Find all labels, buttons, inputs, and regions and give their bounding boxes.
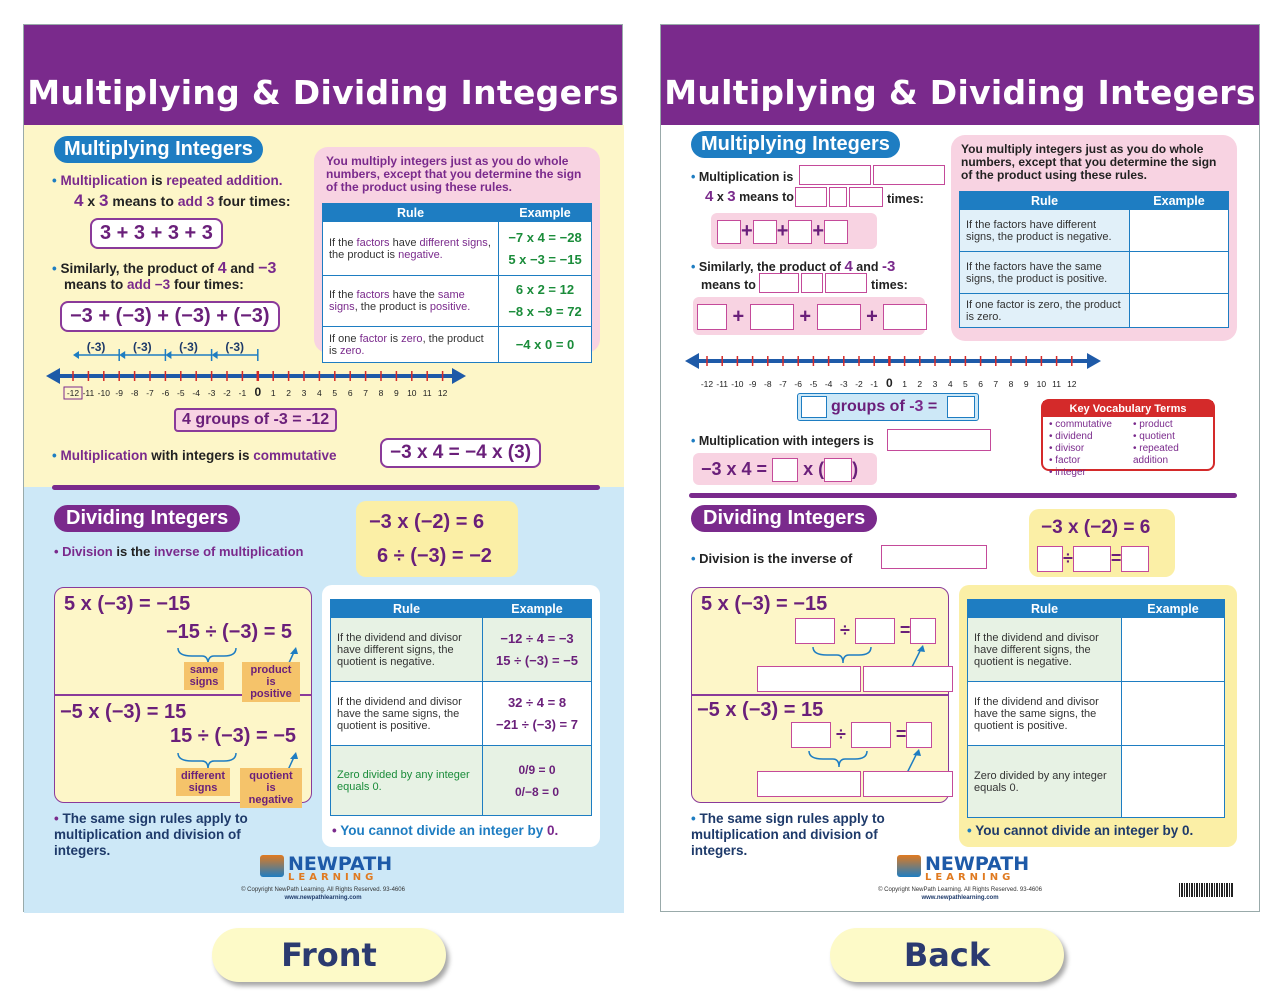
back-times-label-2: times: bbox=[871, 278, 908, 292]
commutative-equation: −3 x 4 = −4 x (3) bbox=[380, 438, 541, 468]
tick-label: 8 bbox=[378, 388, 384, 398]
tick-label: 9 bbox=[394, 388, 399, 398]
tick-label: -12 bbox=[700, 379, 714, 389]
back-example1-multiplication: 5 x (−3) = −15 bbox=[701, 593, 828, 615]
back-example-header: Example bbox=[1130, 192, 1229, 210]
blank-example1-tag2[interactable] bbox=[863, 666, 953, 692]
bullet-division-inverse: • Division is the inverse of multiplication bbox=[54, 544, 304, 559]
tick-label: -2 bbox=[855, 379, 863, 389]
back-examples-split bbox=[692, 694, 948, 696]
tick-label: 3 bbox=[301, 388, 307, 398]
means-add-neg-three: means to add −3 four times: bbox=[64, 277, 244, 292]
back-div-rule-zero: Zero divided by any integer equals 0. bbox=[968, 746, 1122, 818]
blank-means-5[interactable] bbox=[801, 273, 823, 293]
tick-label: 12 bbox=[437, 388, 448, 398]
four-times-three-line: 4 x 3 means to add 3 four times: bbox=[74, 191, 291, 210]
blank-means-3[interactable] bbox=[849, 187, 883, 207]
blank-example-3[interactable] bbox=[1130, 294, 1229, 328]
blank-div-example-3[interactable] bbox=[1122, 746, 1225, 818]
same-sign-rules-note: • The same sign rules apply to multiplication and division of integers. bbox=[54, 811, 248, 858]
vocab-term: • dividend bbox=[1049, 431, 1093, 442]
sum-of-threes: 3 + 3 + 3 + 3 bbox=[90, 218, 223, 249]
rules-intro: You multiply integers just as you do whole numbers, except that you determine the sign of the product using these rules. bbox=[326, 154, 582, 194]
blank-means-4[interactable] bbox=[759, 273, 799, 293]
tick-label: 1 bbox=[902, 379, 907, 389]
vocab-term: • integer bbox=[1049, 467, 1086, 478]
back-groups-text: groups of -3 = bbox=[831, 398, 938, 415]
blank-groups-count[interactable] bbox=[801, 396, 827, 418]
tick-label: 6 bbox=[347, 388, 353, 398]
blank-sum-2[interactable]: + + + bbox=[697, 304, 927, 330]
tick-label: 2 bbox=[286, 388, 291, 398]
tick-label: -6 bbox=[794, 379, 802, 389]
tick-label: -11 bbox=[716, 379, 729, 389]
blank-example2-tag2[interactable] bbox=[863, 771, 953, 797]
rule-different-signs: If the factors have different signs, the product is negative. bbox=[323, 222, 499, 276]
tick-label: -6 bbox=[161, 388, 170, 398]
blank-example-2[interactable] bbox=[1130, 252, 1229, 294]
jump-arrowhead bbox=[119, 351, 125, 359]
blank-means-1[interactable] bbox=[795, 187, 827, 207]
tick-label: -1 bbox=[238, 388, 247, 398]
tick-label: 5 bbox=[963, 379, 968, 389]
div-rule-zero: Zero divided by any integer equals 0. bbox=[331, 746, 483, 816]
tick-label: 8 bbox=[1008, 379, 1014, 389]
back-inverse-equation: −3 x (−2) = 6 bbox=[1041, 517, 1151, 538]
tick-label: 4 bbox=[947, 379, 953, 389]
back-rule-same: If the factors have the same signs, the product is positive. bbox=[960, 252, 1130, 294]
back-rules-table bbox=[959, 191, 1229, 328]
tick-label: -4 bbox=[192, 388, 200, 398]
tag-product-positive: product is positive bbox=[242, 662, 300, 702]
tick-label: -10 bbox=[97, 388, 110, 398]
section-divider-back bbox=[689, 493, 1237, 498]
multiplying-heading-back: Multiplying Integers bbox=[691, 131, 900, 158]
tick-label: 0 bbox=[886, 376, 893, 390]
back-bullet-commutative: • Multiplication with integers is bbox=[691, 434, 874, 448]
back-bullet-multiplication: • Multiplication is bbox=[691, 170, 794, 184]
tick-label: -4 bbox=[824, 379, 833, 389]
vocab-term: • quotient bbox=[1133, 431, 1175, 442]
back-label-button[interactable]: Back bbox=[830, 928, 1064, 982]
bullet-repeated-addition: • Multiplication is repeated addition. bbox=[52, 173, 283, 188]
copyright-text-back: © Copyright NewPath Learning. All Rights Reserved. 93-4606 bbox=[878, 887, 1042, 893]
tick-label: 4 bbox=[317, 388, 322, 398]
example1-multiplication: 5 x (−3) = −15 bbox=[64, 593, 191, 615]
div-example-different: −12 ÷ 4 = −3 15 ÷ (−3) = −5 bbox=[483, 618, 592, 682]
jump-arrowhead bbox=[212, 351, 218, 359]
jump-label: (-3) bbox=[179, 340, 198, 354]
example2-multiplication: −5 x (−3) = 15 bbox=[60, 701, 187, 723]
dividing-heading-back: Dividing Integers bbox=[691, 505, 877, 532]
jump-label: (-3) bbox=[225, 340, 245, 354]
vocab-term: • product bbox=[1133, 419, 1173, 430]
section-divider bbox=[52, 485, 600, 490]
inverse-equation-1: −3 x (−2) = 6 bbox=[369, 511, 485, 533]
tag-same-signs: same signs bbox=[184, 662, 224, 690]
inverse-equation-2: 6 ÷ (−3) = −2 bbox=[377, 545, 492, 567]
rule-same-signs: If the factors have the same signs, the product is positive. bbox=[323, 276, 499, 327]
vocab-term: • commutative bbox=[1049, 419, 1112, 430]
tick-label: 1 bbox=[270, 388, 276, 398]
back-division-rules-table bbox=[967, 599, 1225, 818]
tick-label: 7 bbox=[993, 379, 999, 389]
cannot-divide-note: • You cannot divide an integer by 0. bbox=[332, 823, 559, 838]
tick-label: -8 bbox=[130, 388, 139, 398]
blank-example2-tag1[interactable] bbox=[757, 771, 861, 797]
tick-label: 3 bbox=[932, 379, 938, 389]
back-div-rule-different: If the dividend and divisor have different signs, the quotient is negative. bbox=[968, 618, 1122, 682]
jump-arrowhead bbox=[165, 351, 171, 359]
vocab-title: Key Vocabulary Terms bbox=[1043, 401, 1213, 417]
example-zero-factor: −4 x 0 = 0 bbox=[499, 327, 592, 363]
blank-repeated[interactable] bbox=[799, 165, 871, 185]
back-poster bbox=[660, 24, 1260, 912]
back-means-to: means to bbox=[701, 278, 756, 292]
tick-label: -7 bbox=[146, 388, 154, 398]
tick-label: -10 bbox=[731, 379, 744, 389]
division-rules-table bbox=[330, 599, 592, 816]
tick-label: -7 bbox=[779, 379, 787, 389]
blank-div-example-2[interactable] bbox=[1122, 682, 1225, 746]
example-different-signs: −7 x 4 = −28 5 x −3 = −15 bbox=[499, 222, 592, 276]
website-text-back: www.newpathlearning.com bbox=[921, 895, 999, 901]
front-poster bbox=[23, 24, 623, 912]
tick-label: -5 bbox=[809, 379, 818, 389]
blank-inverse-of[interactable] bbox=[881, 545, 987, 569]
four-groups-result: 4 groups of -3 = -12 bbox=[174, 408, 337, 432]
newpath-logo-icon bbox=[260, 855, 284, 877]
back-rule-different: If the factors have different signs, the product is negative. bbox=[960, 210, 1130, 252]
blank-sum-1[interactable]: + + + bbox=[717, 219, 848, 244]
vocab-term: • divisor bbox=[1049, 443, 1085, 454]
rule-zero-factor: If one factor is zero, the product is zero. bbox=[323, 327, 499, 363]
blank-example-1[interactable] bbox=[1130, 210, 1229, 252]
multiplication-rules-table bbox=[322, 203, 592, 363]
tick-label: -5 bbox=[177, 388, 185, 398]
tick-label: -9 bbox=[748, 379, 757, 389]
example-same-signs: 6 x 2 = 12 −8 x −9 = 72 bbox=[499, 276, 592, 327]
title-banner bbox=[24, 25, 622, 125]
rule-header: Rule bbox=[323, 204, 499, 222]
back-cannot-divide-note: • You cannot divide an integer by 0. bbox=[967, 823, 1194, 838]
vocab-term: • factor bbox=[1049, 455, 1081, 466]
back-times-label-1: times: bbox=[887, 192, 924, 206]
tick-label: -3 bbox=[840, 379, 848, 389]
jump-label: (-3) bbox=[86, 340, 106, 354]
back-div-example-header: Example bbox=[1122, 600, 1225, 618]
back-rule-zero: If one factor is zero, the product is zero. bbox=[960, 294, 1130, 328]
jump-arrowhead bbox=[73, 351, 79, 359]
tick-label: -8 bbox=[764, 379, 772, 389]
tick-label: 7 bbox=[363, 388, 368, 398]
title-banner-back bbox=[661, 25, 1259, 125]
back-inverse-blanks[interactable]: ÷ = bbox=[1037, 545, 1149, 572]
newpath-logo-back: NEWPATH LEARNING bbox=[925, 853, 1030, 883]
tick-label: 2 bbox=[917, 379, 923, 389]
tick-label: -1 bbox=[870, 379, 878, 389]
website-text: www.newpathlearning.com bbox=[284, 895, 362, 901]
tick-label: 11 bbox=[422, 388, 432, 398]
poster-title-back: Multiplying & Dividing Integers bbox=[664, 73, 1256, 112]
barcode-icon bbox=[1179, 883, 1233, 897]
blank-div-example-1[interactable] bbox=[1122, 618, 1225, 682]
newpath-logo: NEWPATH LEARNING bbox=[288, 853, 393, 883]
tick-label: -12 bbox=[66, 388, 80, 398]
tick-label: 6 bbox=[978, 379, 983, 389]
example-header: Example bbox=[499, 204, 592, 222]
back-div-rule-same: If the dividend and divisor have the same signs, the quotient is positive. bbox=[968, 682, 1122, 746]
number-line-back bbox=[685, 345, 1101, 393]
blank-means-2[interactable] bbox=[829, 187, 847, 207]
bullet-similarly: • Similarly, the product of 4 and −3 bbox=[52, 260, 277, 277]
tick-label: 9 bbox=[1023, 379, 1029, 389]
example2-division: 15 ÷ (−3) = −5 bbox=[170, 725, 297, 747]
copyright-text: © Copyright NewPath Learning. All Rights Reserved. 93-4606 bbox=[241, 887, 405, 893]
div-example-zero: 0/9 = 0 0/−8 = 0 bbox=[483, 746, 592, 816]
div-example-same: 32 ÷ 4 = 8 −21 ÷ (−3) = 7 bbox=[483, 682, 592, 746]
tick-label: -2 bbox=[223, 388, 231, 398]
jump-label: (-3) bbox=[132, 340, 152, 354]
vocab-list bbox=[1043, 417, 1213, 481]
back-rule-header: Rule bbox=[960, 192, 1130, 210]
back-example2-multiplication: −5 x (−3) = 15 bbox=[697, 699, 824, 721]
div-rule-different: If the dividend and divisor have different signs, the quotient is negative. bbox=[331, 618, 483, 682]
back-commutative-equation: −3 x 4 = x ( ) bbox=[701, 457, 858, 482]
back-bullet-division: • Division is the inverse of bbox=[691, 551, 853, 566]
tick-label: 10 bbox=[407, 388, 417, 398]
sum-of-neg-threes: −3 + (−3) + (−3) + (−3) bbox=[60, 301, 280, 332]
tag-different-signs: different signs bbox=[176, 768, 230, 796]
vocab-term: • repeated addition bbox=[1133, 443, 1179, 466]
tick-label: 12 bbox=[1067, 379, 1077, 389]
multiplying-heading: Multiplying Integers bbox=[54, 136, 263, 163]
blank-example1-tag1[interactable] bbox=[757, 666, 861, 692]
key-vocabulary-box bbox=[1041, 399, 1215, 478]
blank-means-6[interactable] bbox=[825, 273, 867, 293]
tick-label: 0 bbox=[254, 385, 262, 399]
newpath-logo-icon-back bbox=[897, 855, 921, 877]
blank-commutative[interactable] bbox=[887, 429, 991, 451]
tick-label: 10 bbox=[1036, 379, 1047, 389]
tick-label: -3 bbox=[207, 388, 216, 398]
tick-label: -9 bbox=[115, 388, 123, 398]
back-bullet-similarly: • Similarly, the product of 4 and -3 bbox=[691, 258, 896, 275]
tick-label: 11 bbox=[1052, 379, 1062, 389]
bullet-commutative: • Multiplication with integers is commutative bbox=[52, 448, 337, 463]
example1-division: −15 ÷ (−3) = 5 bbox=[166, 621, 293, 643]
div-rule-same: If the dividend and divisor have the same signs, the quotient is positive. bbox=[331, 682, 483, 746]
div-example-header: Example bbox=[483, 600, 592, 618]
div-rule-header: Rule bbox=[331, 600, 483, 618]
back-same-sign-note: • The same sign rules apply to multiplication and division of integers. bbox=[691, 811, 885, 858]
back-div-rule-header: Rule bbox=[968, 600, 1122, 618]
tick-label: -11 bbox=[82, 388, 95, 398]
tick-label: 5 bbox=[332, 388, 338, 398]
blank-groups-result[interactable] bbox=[947, 396, 975, 418]
back-four-times-three: 4 x 3 means to bbox=[705, 188, 794, 205]
tag-quotient-negative: quotient is negative bbox=[240, 768, 302, 808]
poster-title: Multiplying & Dividing Integers bbox=[27, 73, 619, 112]
front-label-button[interactable]: Front bbox=[212, 928, 446, 982]
dividing-heading: Dividing Integers bbox=[54, 505, 240, 532]
blank-addition[interactable] bbox=[873, 165, 945, 185]
back-rules-intro: You multiply integers just as you do whole numbers, except that you determine the sign of the product using these rules. bbox=[961, 142, 1217, 182]
back-example1-blanks[interactable]: ÷ = bbox=[795, 617, 936, 644]
back-example2-blanks[interactable]: ÷ = bbox=[791, 721, 932, 748]
